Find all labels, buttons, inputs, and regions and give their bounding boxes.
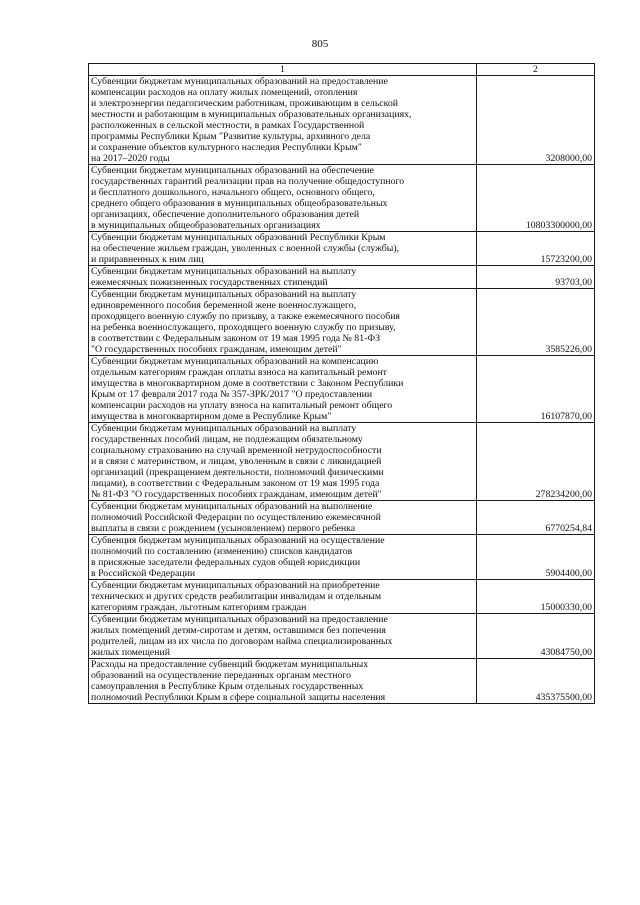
description-line: государственных гарантий реализации прав на получение общедоступного bbox=[91, 176, 405, 187]
table-row bbox=[89, 76, 595, 165]
description-line: полномочий Российской Федерации по осуществлению ежемесячной bbox=[91, 512, 381, 523]
description-line: среднего общего образования в муниципальных общеобразовательных bbox=[91, 198, 388, 209]
description-line: Субвенция бюджетам муниципальных образований на осуществление bbox=[91, 535, 385, 546]
description-line: расположенных в сельской местности, в рамках Государственной bbox=[91, 120, 365, 131]
description-line: Крым от 17 февраля 2017 года № 357-ЗРК/2017 "О предоставлении bbox=[91, 389, 373, 400]
row-description bbox=[89, 76, 477, 165]
description-line: Расходы на предоставление субвенций бюджетам муниципальных bbox=[91, 659, 369, 670]
table-row bbox=[89, 289, 595, 356]
description-line: проходящего военную службу по призыву, а также ежемесячного пособия bbox=[91, 311, 400, 322]
row-amount: 6770254,84 bbox=[477, 501, 595, 535]
budget-table bbox=[88, 63, 595, 704]
row-amount: 5904400,00 bbox=[477, 535, 595, 580]
description-line: № 81-ФЗ "О государственных пособиях гражданам, имеющим детей" bbox=[91, 489, 382, 500]
page-number: 805 bbox=[311, 38, 329, 50]
row-amount: 3208000,00 bbox=[477, 76, 595, 165]
table-row bbox=[89, 356, 595, 423]
description-line: компенсации расходов на оплату жилых помещений, отопления bbox=[91, 87, 358, 98]
description-line: отдельным категориям граждан оплаты взноса на капитальный ремонт bbox=[91, 367, 387, 378]
description-line: Субвенции бюджетам муниципальных образований на приобретение bbox=[91, 580, 380, 591]
description-line: родителей, лицам из их числа по договорам найма специализированных bbox=[91, 636, 393, 647]
description-line: в соответствии с Федеральным законом от 19 мая 1995 года № 81-ФЗ bbox=[91, 333, 381, 344]
description-line: в муниципальных общеобразовательных организациях bbox=[91, 220, 321, 231]
description-line: технических и других средств реабилитации инвалидам и отдельным bbox=[91, 591, 382, 602]
description-line: Субвенции бюджетам муниципальных образований на предоставление bbox=[91, 614, 388, 625]
table-row bbox=[89, 232, 595, 266]
description-line: в Российской Федерации bbox=[91, 568, 196, 579]
description-line: и бесплатного дошкольного, начального общего, основного общего, bbox=[91, 187, 375, 198]
table-row bbox=[89, 423, 595, 501]
description-line: полномочий по составлению (изменению) списков кандидатов bbox=[91, 546, 353, 557]
row-amount: 43084750,00 bbox=[477, 614, 595, 659]
description-line: Субвенции бюджетам муниципальных образований на выплату bbox=[91, 289, 357, 300]
row-description bbox=[89, 289, 477, 356]
row-description bbox=[89, 535, 477, 580]
row-amount: 278234200,00 bbox=[477, 423, 595, 501]
table-header-row bbox=[89, 64, 595, 76]
description-line: программы Республики Крым "Развитие культуры, архивного дела bbox=[91, 131, 371, 142]
description-line: и в связи с материнством, и лицам, уволенным в связи с ликвидацией bbox=[91, 456, 382, 467]
description-line: самоуправления в Республике Крым отдельных государственных bbox=[91, 681, 364, 692]
description-line: Субвенции бюджетам муниципальных образований на предоставление bbox=[91, 76, 388, 87]
description-line: имущества в многоквартирном доме в Республике Крым" bbox=[91, 411, 332, 422]
description-line: Субвенции бюджетам муниципальных образований на выплату bbox=[91, 423, 357, 434]
description-line: жилых помещений bbox=[91, 647, 170, 658]
row-description bbox=[89, 423, 477, 501]
description-line: Субвенции бюджетам муниципальных образований на выплату bbox=[91, 266, 357, 277]
table-row bbox=[89, 535, 595, 580]
table-row bbox=[89, 165, 595, 232]
description-line: лицами), в соответствии с Федеральным законом от 19 мая 1995 года bbox=[91, 478, 380, 489]
description-line: единовременного пособия беременной жене военнослужащего, bbox=[91, 300, 357, 311]
column-header-description: 1 bbox=[89, 64, 477, 76]
row-amount: 15723200,00 bbox=[477, 232, 595, 266]
description-line: категориям граждан, льготным категориям граждан bbox=[91, 602, 307, 613]
description-line: местности и работающим в муниципальных образовательных организациях, bbox=[91, 109, 412, 120]
row-description bbox=[89, 266, 477, 289]
description-line: Субвенции бюджетам муниципальных образований на компенсацию bbox=[91, 356, 379, 367]
description-line: полномочий Республики Крым в сфере социальной защиты населения bbox=[91, 692, 386, 703]
row-description bbox=[89, 232, 477, 266]
description-line: на обеспечение жильем граждан, уволенных с военной службы (службы), bbox=[91, 243, 400, 254]
description-line: социальному страхованию на случай временной нетрудоспособности bbox=[91, 445, 382, 456]
description-line: организациях, обеспечение дополнительного образования детей bbox=[91, 209, 360, 220]
column-header-amount: 2 bbox=[477, 64, 595, 76]
table-row bbox=[89, 614, 595, 659]
description-line: и сохранение объектов культурного наследия Республики Крым" bbox=[91, 142, 362, 153]
row-description bbox=[89, 614, 477, 659]
description-line: ежемесячных пожизненных государственных стипендий bbox=[91, 277, 328, 288]
description-line: и электроэнергии педагогическим работникам, проживающим в сельской bbox=[91, 98, 399, 109]
description-line: компенсации расходов на уплату взноса на капитальный ремонт общего bbox=[91, 400, 393, 411]
table-row bbox=[89, 580, 595, 614]
row-amount: 93703,00 bbox=[477, 266, 595, 289]
description-line: организаций (прекращением деятельности, полномочий физическими bbox=[91, 467, 384, 478]
description-line: государственных пособий лицам, не подлежащим обязательному bbox=[91, 434, 363, 445]
description-line: в присяжные заседатели федеральных судов общей юрисдикции bbox=[91, 557, 361, 568]
description-line: Субвенции бюджетам муниципальных образований на выполнение bbox=[91, 501, 373, 512]
row-description bbox=[89, 165, 477, 232]
row-description bbox=[89, 580, 477, 614]
description-line: на 2017–2020 годы bbox=[91, 153, 170, 164]
table-row bbox=[89, 659, 595, 704]
row-amount: 3585226,00 bbox=[477, 289, 595, 356]
description-line: имущества в многоквартирном доме в соответствии с Законом Республики bbox=[91, 378, 404, 389]
table-row bbox=[89, 501, 595, 535]
description-line: Субвенции бюджетам муниципальных образований на обеспечение bbox=[91, 165, 374, 176]
description-line: на ребенка военнослужащего, проходящего военную службу по призыву, bbox=[91, 322, 396, 333]
row-description bbox=[89, 356, 477, 423]
description-line: Субвенции бюджетам муниципальных образований Республики Крым bbox=[91, 232, 386, 243]
description-line: и приравненных к ним лиц bbox=[91, 254, 204, 265]
row-amount: 10803300000,00 bbox=[477, 165, 595, 232]
description-line: выплаты в связи с рождением (усыновлением) первого ребенка bbox=[91, 523, 356, 534]
description-line: образований на осуществление переданных органам местного bbox=[91, 670, 352, 681]
row-amount: 435375500,00 bbox=[477, 659, 595, 704]
row-amount: 15000330,00 bbox=[477, 580, 595, 614]
description-line: жилых помещений детям-сиротам и детям, оставшимся без попечения bbox=[91, 625, 386, 636]
row-description bbox=[89, 659, 477, 704]
row-amount: 16107870,00 bbox=[477, 356, 595, 423]
row-description bbox=[89, 501, 477, 535]
description-line: "О государственных пособиях гражданам, имеющим детей" bbox=[91, 344, 342, 355]
table-row bbox=[89, 266, 595, 289]
